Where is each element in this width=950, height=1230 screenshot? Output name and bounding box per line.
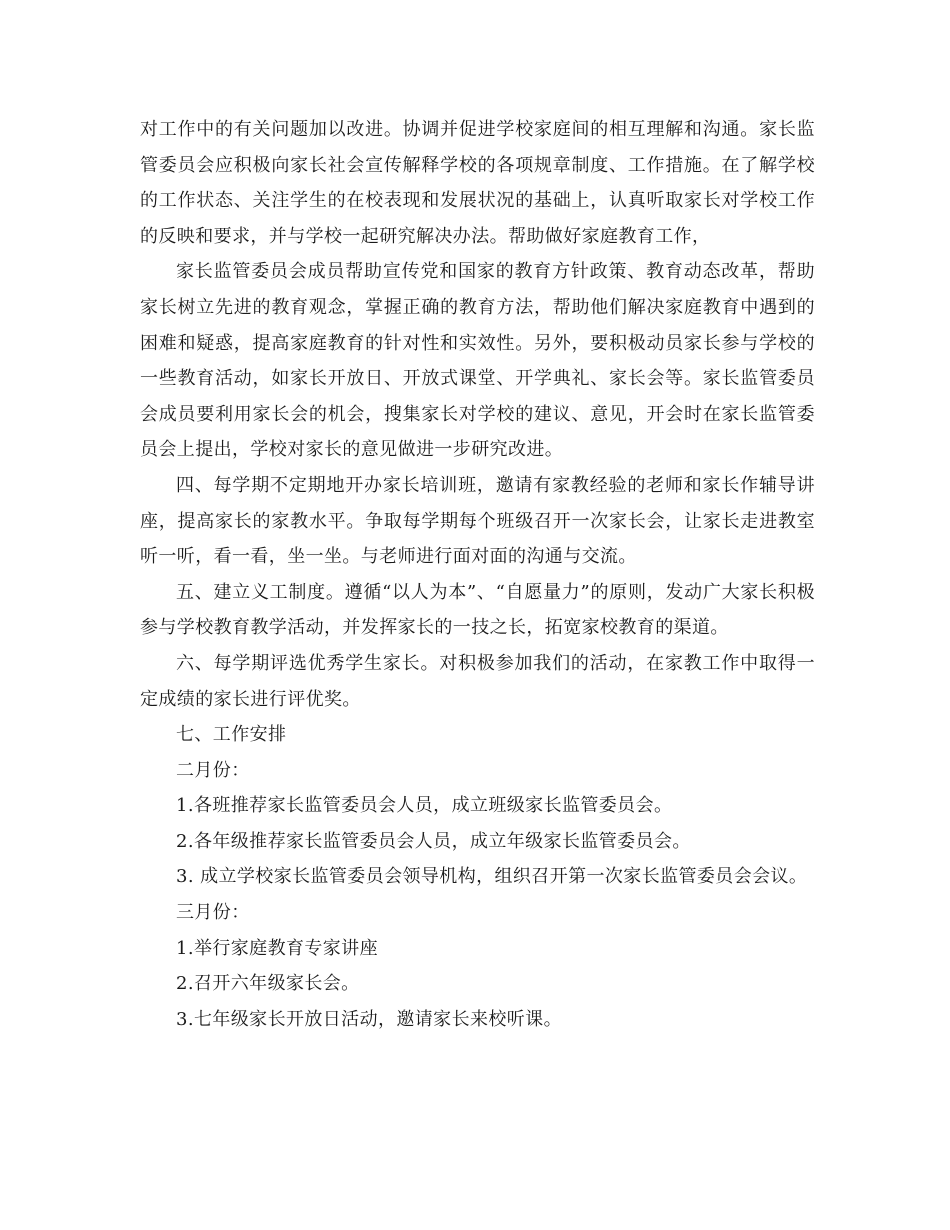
list-item-march-2: 2.召开六年级家长会。 — [176, 973, 360, 995]
section-heading-work-plan: 七、工作安排 — [176, 724, 287, 746]
paragraph-item-five: 五、建立义工制度。遵循“以人为本”、“自愿量力”的原则，发动广大家长积极参与学校教育教学活动，并发挥家长的一技之长，拓宽家校教育的渠道。 — [140, 581, 815, 639]
document-body — [140, 112, 815, 1037]
list-item-february-3: 3. 成立学校家长监管委员会领导机构，组织召开第一次家长监管委员会会议。 — [176, 866, 808, 888]
list-item-march-1: 1.举行家庭教育专家讲座 — [176, 937, 378, 959]
list-item-february-1: 1.各班推荐家长监管委员会人员，成立班级家长监管委员会。 — [176, 795, 673, 817]
paragraph-continuation: 对工作中的有关问题加以改进。协调并促进学校家庭间的相互理解和沟通。家长监管委员会应积极向家长社会宣传解释学校的各项规章制度、工作措施。在了解学校的工作状态、关注学生的在校表现和发展状况的基础上，认真听取家长对学校工作的反映和要求，并与学校一起研究解决办法。帮助做好家庭教育工作， — [140, 119, 815, 247]
paragraph-committee-duties: 家长监管委员会成员帮助宣传党和国家的教育方针政策、教育动态改革，帮助家长树立先进的教育观念，掌握正确的教育方法，帮助他们解决家庭教育中遇到的困难和疑惑，提高家庭教育的针对性和实效性。另外，要积极动员家长参与学校的一些教育活动，如家长开放日、开放式课堂、开学典礼、家长会等。家长监管委员会成员要利用家长会的机会，搜集家长对学校的建议、意见，开会时在家长监管委员会上提出，学校对家长的意见做进一步研究改进。 — [140, 261, 815, 461]
paragraph-item-six: 六、每学期评选优秀学生家长。对积极参加我们的活动，在家教工作中取得一定成绩的家长进行评优奖。 — [140, 652, 815, 710]
month-heading-february: 二月份： — [176, 759, 250, 781]
list-item-march-3: 3.七年级家长开放日活动，邀请家长来校听课。 — [176, 1008, 562, 1030]
list-item-february-2: 2.各年级推荐家长监管委员会人员，成立年级家长监管委员会。 — [176, 830, 691, 852]
month-heading-march: 三月份： — [176, 902, 250, 924]
paragraph-item-four: 四、每学期不定期地开办家长培训班，邀请有家教经验的老师和家长作辅导讲座，提高家长的家教水平。争取每学期每个班级召开一次家长会，让家长走进教室听一听，看一看，坐一坐。与老师进行面对面的沟通与交流。 — [140, 474, 815, 568]
